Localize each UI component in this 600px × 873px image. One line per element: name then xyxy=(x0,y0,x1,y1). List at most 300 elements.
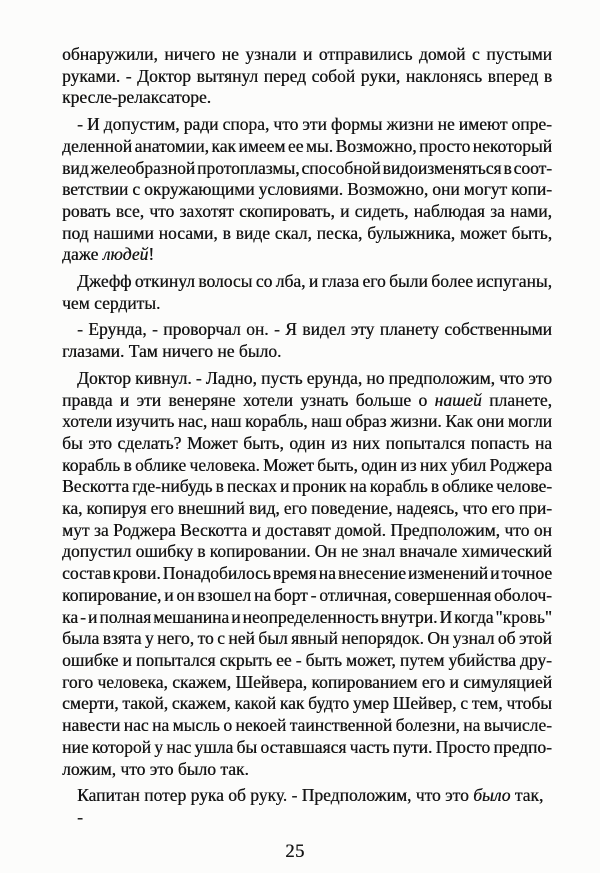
word: допустил xyxy=(62,541,132,562)
word: что xyxy=(499,367,525,388)
word: на xyxy=(318,563,336,584)
word: некоей xyxy=(235,715,287,736)
word: это xyxy=(528,367,552,388)
word: борт xyxy=(273,584,308,605)
word: Может xyxy=(186,432,238,453)
word: спора, xyxy=(222,114,270,135)
word: за xyxy=(490,200,505,221)
text-line xyxy=(62,411,552,433)
word: они xyxy=(476,411,505,432)
word: глаза xyxy=(321,271,360,292)
word: соот- xyxy=(513,157,552,178)
text-line xyxy=(62,201,552,223)
word: за xyxy=(93,519,109,540)
word: были xyxy=(389,271,428,292)
word: - xyxy=(80,606,86,627)
word: поведение, xyxy=(310,498,393,519)
word: анатомии, xyxy=(134,135,209,156)
paragraph xyxy=(62,44,552,109)
word: нами, xyxy=(509,200,552,221)
word: попытался xyxy=(385,432,466,453)
word: формы xyxy=(330,114,383,135)
word: которой xyxy=(91,736,151,757)
word: бы xyxy=(62,432,83,453)
word: при- xyxy=(518,498,552,519)
word: наш xyxy=(311,411,342,432)
word: имеем xyxy=(238,135,286,156)
word: время xyxy=(272,563,317,584)
word: и xyxy=(279,476,290,497)
text-line xyxy=(62,650,552,672)
text-line xyxy=(62,368,552,390)
word: протоплазмы, xyxy=(196,157,300,178)
text-line xyxy=(62,319,552,341)
text-block xyxy=(62,0,552,863)
word: часть xyxy=(349,736,390,757)
word: - xyxy=(273,319,280,340)
word: Понадобилось xyxy=(162,563,271,584)
text-line xyxy=(62,541,552,563)
text-line: глазами. Там ничего не было. xyxy=(62,341,282,362)
text-line xyxy=(62,114,552,136)
word: это xyxy=(88,432,112,453)
word: внешний xyxy=(177,498,245,519)
text-line xyxy=(62,476,552,498)
word: откинул xyxy=(134,271,195,292)
word: наклонясь xyxy=(405,65,482,86)
word: убил xyxy=(450,454,487,475)
paragraph xyxy=(62,319,552,362)
word: умер xyxy=(352,693,389,714)
word: скажем, xyxy=(171,693,231,714)
word: собственными xyxy=(444,319,552,340)
word: венеряне xyxy=(168,389,236,410)
word: домой. xyxy=(334,519,386,540)
word: со xyxy=(255,271,273,292)
word: ее xyxy=(287,135,304,156)
word: и xyxy=(122,649,132,670)
word: явный xyxy=(291,628,338,649)
text-line: даже людей! xyxy=(62,244,155,265)
word: кивнул. xyxy=(135,367,192,388)
word: перед xyxy=(263,65,306,86)
text-line xyxy=(62,455,552,477)
word: под xyxy=(62,222,89,243)
text-line xyxy=(62,179,552,201)
word: на xyxy=(534,432,552,453)
word: с xyxy=(471,44,480,64)
word: сидеть, xyxy=(354,200,409,221)
word: видоизменяться xyxy=(382,157,502,178)
word: вперед xyxy=(487,65,539,86)
word: с xyxy=(217,628,225,649)
word: наш xyxy=(210,411,242,432)
word: ничего xyxy=(164,44,216,64)
word: и xyxy=(490,563,500,584)
word: ветствии xyxy=(62,179,129,200)
word: человека. xyxy=(189,454,260,475)
word: мы. xyxy=(305,135,334,156)
word: эту xyxy=(350,319,375,340)
word: взята xyxy=(102,628,142,649)
word: скал, xyxy=(274,222,312,243)
word: доставят xyxy=(265,519,331,540)
word: болезни, xyxy=(395,715,460,736)
word: копи- xyxy=(511,179,552,200)
word: на xyxy=(253,584,272,605)
word: узнать xyxy=(300,389,349,410)
word: надеясь, xyxy=(396,498,459,519)
word: вначале xyxy=(399,541,458,562)
word: этой xyxy=(518,628,552,649)
word: не xyxy=(437,114,455,135)
word: - xyxy=(125,65,132,86)
text-line xyxy=(62,223,552,245)
word: предпо- xyxy=(493,736,552,757)
word: таинственной xyxy=(289,715,393,736)
paragraph xyxy=(62,785,552,828)
word: больше xyxy=(355,389,412,410)
word: - xyxy=(151,319,158,340)
word: пустыми xyxy=(486,44,552,64)
word: дру- xyxy=(519,649,552,670)
word: у xyxy=(154,736,163,757)
word: чтобы xyxy=(506,693,552,714)
word: челове- xyxy=(496,476,552,497)
word: он. xyxy=(246,319,269,340)
word: быть, xyxy=(317,454,358,475)
word: - xyxy=(195,367,202,388)
word: и xyxy=(251,519,261,540)
word: внесение xyxy=(337,563,406,584)
word: копировании. xyxy=(209,541,311,562)
word: окружающими xyxy=(144,179,255,200)
word: один xyxy=(289,432,326,453)
word: и xyxy=(339,200,350,221)
word: проворчал xyxy=(163,319,241,340)
word: и xyxy=(449,671,459,692)
word: вычисле- xyxy=(483,715,552,736)
word: была xyxy=(62,628,100,649)
word: нашей xyxy=(434,389,482,410)
word: его xyxy=(150,498,174,519)
word: ней xyxy=(228,628,255,649)
word: изучить xyxy=(115,411,175,432)
word: узнали xyxy=(245,44,297,64)
word: из xyxy=(330,432,347,453)
word: что xyxy=(149,200,175,221)
word: он xyxy=(533,519,552,540)
word: нашими xyxy=(93,222,154,243)
word: ка, xyxy=(62,498,83,519)
word: и xyxy=(164,584,174,605)
word: об xyxy=(497,628,516,649)
word: в xyxy=(503,157,512,178)
word: внутри. xyxy=(380,606,438,627)
text-line xyxy=(62,737,552,759)
word: более xyxy=(431,271,473,292)
word: правда xyxy=(62,389,113,410)
word: руками. xyxy=(62,65,121,86)
word: оставшаяся xyxy=(260,736,347,757)
word: крови. xyxy=(112,563,161,584)
text-line xyxy=(62,715,552,737)
word: не xyxy=(221,44,239,64)
word: отличная, xyxy=(319,584,392,605)
word: его xyxy=(283,498,307,519)
word: Возможно, xyxy=(335,135,417,156)
word: руки, xyxy=(360,65,401,86)
word: из xyxy=(400,454,417,475)
word: могли xyxy=(507,411,552,432)
word: он xyxy=(176,584,195,605)
word: домой xyxy=(418,44,466,64)
word: неопределенность xyxy=(242,606,379,627)
word: них xyxy=(419,454,448,475)
word: Я xyxy=(285,319,297,340)
word: ка xyxy=(62,606,79,627)
word: путем xyxy=(399,649,445,670)
word: скрыть xyxy=(219,649,272,670)
word: может, xyxy=(345,649,396,670)
paragraphs-container xyxy=(62,44,552,829)
word: ошибке xyxy=(62,649,119,670)
word: состав xyxy=(62,563,111,584)
text-line xyxy=(62,158,552,180)
word: корабль xyxy=(369,476,428,497)
word: захотят xyxy=(179,200,234,221)
word: знал xyxy=(362,541,396,562)
word: его xyxy=(421,671,445,692)
word: совершенная xyxy=(394,584,492,605)
word: копируя xyxy=(86,498,147,519)
word: быть, xyxy=(243,432,284,453)
word: - xyxy=(77,114,83,135)
text-line xyxy=(62,271,552,293)
word: человека, xyxy=(97,671,168,692)
word: когда xyxy=(454,606,494,627)
text-line xyxy=(62,563,552,585)
word: способной xyxy=(301,157,381,178)
word: где-нибудь xyxy=(132,476,213,497)
word: них xyxy=(352,432,381,453)
word: в xyxy=(197,541,206,562)
word: допустим, xyxy=(103,114,180,135)
word: о xyxy=(418,389,428,410)
word: как xyxy=(211,135,236,156)
word: - xyxy=(295,649,302,670)
word: его xyxy=(491,498,515,519)
word: корабль xyxy=(62,454,121,475)
word: ние xyxy=(62,736,89,757)
word: хотели xyxy=(242,389,293,410)
word: сделать? xyxy=(117,432,182,453)
text-line xyxy=(62,628,552,650)
word: проник xyxy=(292,476,347,497)
word: какой xyxy=(234,693,277,714)
word: песках xyxy=(226,476,277,497)
word: лба, xyxy=(275,271,306,292)
text-line xyxy=(62,66,552,88)
word: тем, xyxy=(471,693,503,714)
word: гого xyxy=(62,671,93,692)
word: Предположим, xyxy=(390,519,500,540)
word: Ерунда, xyxy=(88,319,147,340)
word: булыжника, xyxy=(367,222,456,243)
word: собой xyxy=(311,65,356,86)
word: смерти, xyxy=(62,693,119,714)
word: в xyxy=(123,454,132,475)
text-line xyxy=(62,44,552,66)
word: ради xyxy=(183,114,219,135)
word: планете, xyxy=(489,389,552,410)
word: быть, xyxy=(511,222,552,243)
word: могут xyxy=(463,179,508,200)
text-line xyxy=(62,498,552,520)
word: опре- xyxy=(511,114,552,135)
word: о xyxy=(223,715,232,736)
word: мут xyxy=(62,519,90,540)
word: ровать xyxy=(62,200,111,221)
word: может xyxy=(459,222,507,243)
word: жизни. xyxy=(390,411,442,432)
word: Вескотта xyxy=(180,519,248,540)
word: Джефф xyxy=(77,271,132,292)
word: симуляцией xyxy=(463,671,552,692)
text-line: Капитан потер рука об руку. - Предположим, что это было так, - xyxy=(77,785,544,827)
word: то xyxy=(197,628,214,649)
word: условиями. xyxy=(258,179,344,200)
text-line xyxy=(62,585,552,607)
word: имеют xyxy=(458,114,508,135)
text-line xyxy=(62,693,552,715)
word: Ладно, xyxy=(205,367,257,388)
word: хотели xyxy=(62,411,113,432)
word: ее xyxy=(276,649,292,670)
word: Доктор xyxy=(77,367,131,388)
text-line: ложим, что это было так. xyxy=(62,758,249,779)
word: на xyxy=(349,476,367,497)
word: - xyxy=(310,584,317,605)
word: как xyxy=(279,693,305,714)
word: скажем, xyxy=(172,671,231,692)
word: Как xyxy=(445,411,473,432)
word: Доктор xyxy=(137,65,191,86)
word: попасть xyxy=(470,432,530,453)
word: вид, xyxy=(248,498,280,519)
word: копирование, xyxy=(62,584,162,605)
word: с xyxy=(460,693,468,714)
page-number: 25 xyxy=(285,841,305,862)
word: нас xyxy=(123,715,149,736)
word: но xyxy=(366,367,385,388)
word: планету xyxy=(379,319,439,340)
word: на xyxy=(151,715,170,736)
word: узнал xyxy=(452,628,495,649)
word: был xyxy=(258,628,288,649)
word: вытянул xyxy=(196,65,259,86)
word: непорядок. xyxy=(341,628,424,649)
word: в xyxy=(222,222,231,243)
word: вид xyxy=(62,157,89,178)
word: и xyxy=(302,44,313,64)
word: что xyxy=(504,519,530,540)
word: не xyxy=(340,541,358,562)
word: в xyxy=(543,65,552,86)
word: облике xyxy=(134,454,187,475)
text-line xyxy=(62,136,552,158)
word: один xyxy=(361,454,397,475)
word: ушла xyxy=(194,736,234,757)
word: Шейвера, xyxy=(235,671,307,692)
word: они xyxy=(432,179,460,200)
word: скопировать, xyxy=(239,200,335,221)
text-line xyxy=(62,607,552,629)
text-line: чем сердиты. xyxy=(62,292,161,313)
word: что xyxy=(462,498,488,519)
word: деленной xyxy=(62,135,133,156)
word: Шейвер, xyxy=(392,693,457,714)
word: такой, xyxy=(122,693,168,714)
text-line: кресле-релаксаторе. xyxy=(62,87,211,108)
word: Просто xyxy=(435,736,491,757)
word: химический xyxy=(461,541,552,562)
word: его xyxy=(362,271,386,292)
word: попытался xyxy=(135,649,216,670)
word: на xyxy=(463,715,481,736)
word: точное xyxy=(501,563,552,584)
word: - xyxy=(77,319,83,340)
text-line xyxy=(62,672,552,694)
word: образ xyxy=(345,411,387,432)
word: у xyxy=(144,628,154,649)
word: предположим, xyxy=(388,367,495,388)
word: и xyxy=(231,606,241,627)
text-line xyxy=(62,390,552,412)
word: И xyxy=(439,606,453,627)
word: наблюдая xyxy=(413,200,485,221)
word: видел xyxy=(302,319,346,340)
word: облике xyxy=(441,476,494,497)
word: него, xyxy=(157,628,195,649)
word: желеобразной xyxy=(90,157,196,178)
word: эти xyxy=(136,389,162,410)
word: убийства xyxy=(448,649,516,670)
word: нас, xyxy=(177,411,208,432)
word: Возможно, xyxy=(347,179,429,200)
word: оболоч- xyxy=(494,584,552,605)
word: эти xyxy=(302,114,327,135)
word: обнаружили, xyxy=(62,44,158,64)
word: в xyxy=(430,476,439,497)
word: будто xyxy=(308,693,350,714)
paragraph xyxy=(62,114,552,266)
word: изменений xyxy=(407,563,488,584)
word: и xyxy=(87,606,98,627)
word: бы xyxy=(236,736,258,757)
word: Он xyxy=(314,541,337,562)
word: ерунда, xyxy=(306,367,363,388)
word: копированием xyxy=(311,671,418,692)
text-line xyxy=(62,520,552,542)
word: Он xyxy=(427,628,450,649)
word: и xyxy=(308,271,319,292)
word: Роджера xyxy=(113,519,176,540)
word: волосы xyxy=(198,271,253,292)
word: нас xyxy=(166,736,192,757)
word: мысль xyxy=(172,715,220,736)
word: ошибку xyxy=(135,541,193,562)
